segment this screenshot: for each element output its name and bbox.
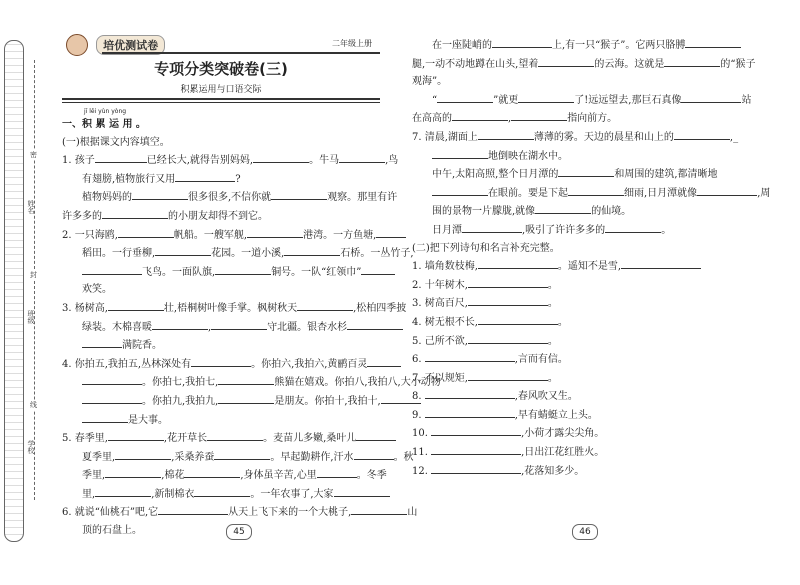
line-text: 山	[407, 507, 418, 519]
text-line	[412, 313, 758, 332]
header-bar	[62, 98, 380, 103]
fill-in-blank[interactable]	[271, 188, 327, 200]
page-header	[62, 32, 380, 106]
fill-in-blank[interactable]	[468, 332, 548, 344]
fill-in-blank[interactable]	[102, 207, 168, 219]
text-line	[412, 202, 758, 221]
fill-in-blank[interactable]	[95, 151, 147, 163]
line-text: ,早有蜻蜓立上头。	[514, 409, 598, 421]
line-text: 4. 你拍五,我拍五,丛林深处有	[62, 358, 192, 370]
line-text: 。麦苗儿多嫩,桑叶儿	[263, 433, 357, 445]
fill-in-blank[interactable]	[317, 466, 357, 478]
line-text: 。一年农事了,大家	[250, 488, 334, 500]
line-text: 细雨,日月潭就像	[624, 187, 698, 199]
fill-in-blank[interactable]	[155, 244, 211, 256]
fill-in-blank[interactable]	[431, 462, 521, 474]
text-line	[412, 240, 758, 258]
page-number-right: 46	[572, 524, 598, 540]
fill-in-blank[interactable]	[297, 299, 353, 311]
fill-in-blank[interactable]	[334, 485, 390, 497]
line-text: 8.	[412, 391, 425, 403]
binding-char-mi: 密	[30, 151, 37, 159]
line-text: 。你拍六,我拍六,黄鹂百灵	[251, 358, 368, 370]
line-text: “	[432, 94, 438, 106]
text-line	[412, 36, 758, 55]
fill-in-blank[interactable]	[468, 276, 548, 288]
text-line	[62, 429, 384, 448]
line-text: 在一座陡峭的	[432, 40, 492, 51]
text-line	[412, 128, 758, 147]
line-text: 。早起勤耕作,汗水	[270, 451, 354, 463]
line-text: 指向前方。	[567, 113, 618, 125]
fill-in-blank[interactable]	[432, 184, 488, 196]
line-text: 从天上飞下来的一个大桃子,	[228, 507, 352, 519]
text-line	[62, 226, 384, 245]
line-text: 飞鸟。一面队旗,	[142, 266, 216, 278]
fill-in-blank[interactable]	[82, 411, 128, 423]
text-line	[62, 503, 418, 522]
line-text: ,采桑养蚕	[171, 451, 215, 463]
binding-name-label: 姓名	[27, 200, 35, 214]
line-text: 。你拍九,我拍九,	[142, 395, 219, 407]
text-line	[62, 207, 384, 226]
text-line	[412, 406, 758, 425]
right-column	[412, 36, 771, 480]
line-text: 。	[547, 298, 558, 310]
text-line	[412, 73, 758, 91]
line-text: 在高高的	[412, 113, 452, 125]
text-line	[62, 522, 384, 540]
fill-in-blank[interactable]	[194, 485, 250, 497]
fill-in-blank[interactable]	[351, 503, 407, 515]
text-line	[62, 299, 407, 318]
text-line	[412, 387, 758, 406]
cut-line	[34, 60, 35, 500]
line-text: 和周围的建筑,都清晰地	[614, 169, 718, 181]
text-line	[412, 276, 758, 295]
grade-label: 二年级上册	[332, 39, 372, 48]
line-text: (二)把下列诗句和名言补充完整。	[412, 242, 560, 254]
line-text: 2. 一只海鸥,	[62, 229, 118, 241]
header-rule	[102, 52, 380, 54]
line-text: 。牛马	[309, 155, 340, 167]
text-line	[62, 318, 384, 337]
fill-in-blank[interactable]	[356, 429, 396, 441]
page-subtitle: 积累运用与口语交际	[180, 85, 262, 95]
line-text: 9.	[412, 409, 425, 421]
fill-in-blank[interactable]	[437, 91, 493, 103]
line-text: 熊猫在嬉戏。你拍八,我拍八,大小动物	[274, 377, 441, 389]
text-line	[412, 55, 758, 74]
text-line	[412, 147, 758, 166]
fill-in-blank[interactable]	[82, 336, 122, 348]
line-text: 。	[547, 335, 558, 347]
fill-in-blank[interactable]	[685, 36, 741, 48]
fill-in-blank[interactable]	[478, 313, 558, 325]
text-line	[62, 466, 387, 485]
fill-in-blank[interactable]	[211, 318, 267, 330]
fill-in-blank[interactable]	[558, 165, 614, 177]
page-title: 专项分类突破卷(三)	[154, 60, 288, 78]
line-text: 日月潭	[432, 224, 462, 236]
line-text: 稻田。一行垂柳,	[82, 248, 156, 260]
fill-in-blank[interactable]	[511, 109, 567, 121]
fill-in-blank[interactable]	[339, 151, 385, 163]
fill-in-blank[interactable]	[478, 128, 534, 140]
line-text: 上,有一只“猴子”。它两只胳膊	[552, 40, 686, 51]
text-line	[412, 109, 758, 128]
text-line	[412, 424, 758, 443]
text-line	[62, 373, 441, 392]
line-text: 7. 不以规矩,	[412, 372, 468, 384]
text-line	[412, 443, 758, 462]
line-text: 薄薄的雾。天边的晨星和山上的	[533, 131, 674, 143]
text-line	[412, 184, 771, 203]
line-text: 观海”。	[412, 76, 448, 88]
line-text: ,	[508, 113, 512, 125]
fill-in-blank[interactable]	[108, 299, 164, 311]
line-text: 季里,	[82, 470, 106, 482]
line-text: 中午,太阳高照,整个日月潭的	[432, 169, 559, 181]
binding-char-feng: 封	[30, 271, 37, 279]
text-line	[62, 392, 384, 411]
line-text: 壮,梧桐树叶像手掌。枫树秋天	[163, 302, 298, 314]
line-text: 绿装。木棉喜暖	[82, 321, 152, 333]
line-text: ,春风吹又生。	[514, 391, 578, 403]
line-text: 很多很多,不信你就	[188, 192, 272, 204]
line-text: ,周	[757, 187, 771, 199]
logo-emblem-icon	[66, 34, 88, 56]
text-line	[62, 336, 384, 355]
fill-in-blank[interactable]	[664, 55, 720, 67]
binding-char-xian: 线	[30, 401, 37, 409]
line-text: 植物妈妈的	[82, 192, 132, 204]
line-text: ,	[208, 321, 212, 333]
fill-in-blank[interactable]	[354, 448, 394, 460]
line-text: ,新制棉衣	[151, 488, 195, 500]
fill-in-blank[interactable]	[425, 406, 515, 418]
line-text: 地倒映在湖水中。	[488, 150, 568, 162]
fill-in-blank[interactable]	[681, 91, 741, 103]
text-line	[62, 281, 384, 299]
line-text: ,松柏四季披	[353, 302, 407, 314]
line-text: 11.	[412, 447, 432, 459]
line-text: ?	[235, 173, 241, 185]
text-line	[62, 355, 384, 374]
line-text: ,花开草长	[163, 433, 208, 445]
line-text: 守北疆。银杏水杉	[267, 321, 348, 333]
text-line	[62, 134, 384, 152]
line-text: ,言而有信。	[514, 354, 568, 366]
line-text: 欢笑。	[82, 284, 112, 296]
text-line	[412, 257, 758, 276]
fill-in-blank[interactable]	[361, 263, 395, 275]
fill-in-blank[interactable]	[118, 226, 174, 238]
line-text: 是大事。	[128, 414, 168, 426]
line-text: 的仙境。	[591, 206, 632, 218]
line-text: 石桥。一丛竹子,	[340, 248, 414, 260]
fill-in-blank[interactable]	[207, 429, 263, 441]
fill-in-blank[interactable]	[492, 36, 552, 48]
fill-in-blank[interactable]	[432, 147, 488, 159]
fill-in-blank[interactable]	[621, 257, 701, 269]
section-heading: 一、积 累 运 用 。	[62, 119, 146, 130]
fill-in-blank[interactable]	[431, 424, 521, 436]
fill-in-blank[interactable]	[674, 128, 730, 140]
text-line	[62, 448, 414, 467]
line-text: 10.	[412, 428, 432, 440]
line-text: 。冬季	[356, 470, 387, 482]
line-text: 是朋友。你拍十,我拍十,	[274, 395, 381, 407]
logo-text: 培优测试卷	[96, 35, 165, 55]
fill-in-blank[interactable]	[425, 387, 515, 399]
line-text: 的小朋友却得不到它。	[168, 210, 268, 222]
text-line	[62, 263, 384, 282]
line-text: 帆船。一艘军舰,	[173, 229, 248, 241]
fill-in-blank[interactable]	[605, 221, 661, 233]
line-text: 了!远远望去,那巨石真像	[574, 94, 682, 106]
line-text: 顶的石盘上。	[82, 525, 142, 537]
line-text: 7. 清晨,湖面上	[412, 131, 478, 143]
line-text: ,日出江花红胜火。	[521, 447, 605, 459]
line-text: 站	[741, 94, 752, 106]
line-text: 已经长大,就得告别妈妈,	[146, 155, 254, 167]
fill-in-blank[interactable]	[468, 294, 548, 306]
binding-strip	[4, 40, 24, 542]
text-line	[412, 350, 758, 369]
fill-in-blank[interactable]	[431, 443, 521, 455]
text-line	[62, 244, 414, 263]
text-line	[412, 332, 758, 351]
line-text: 许多多的	[62, 210, 102, 222]
line-text: 。	[661, 224, 672, 236]
fill-in-blank[interactable]	[191, 355, 251, 367]
fill-in-blank[interactable]	[535, 202, 591, 214]
line-text: 5. 春季里,	[62, 433, 108, 445]
line-text: 里,	[82, 488, 96, 500]
fill-in-blank[interactable]	[376, 226, 406, 238]
binding-class-label: 班级	[27, 310, 35, 324]
line-text: 。	[547, 372, 558, 384]
line-text: ,_	[729, 131, 739, 143]
text-line	[412, 221, 758, 240]
line-text: ,身体虽辛苦,心里	[240, 470, 317, 482]
fill-in-blank[interactable]	[95, 485, 151, 497]
fill-in-blank[interactable]	[218, 373, 274, 385]
fill-in-blank[interactable]	[214, 448, 270, 460]
fill-in-blank[interactable]	[132, 188, 188, 200]
fill-in-blank[interactable]	[462, 221, 522, 233]
fill-in-blank[interactable]	[518, 91, 574, 103]
line-text: ,棉花	[161, 470, 185, 482]
line-text: 2. 十年树木,	[412, 279, 468, 291]
line-text: 有翅膀,植物旅行又用	[82, 173, 176, 185]
line-text: 围的景物一片朦胧,就像	[432, 206, 536, 218]
line-text: 满院香。	[122, 340, 162, 352]
fill-in-blank[interactable]	[152, 318, 208, 330]
fill-in-blank[interactable]	[468, 369, 548, 381]
text-line	[412, 462, 758, 481]
line-text: 。遥知不是雪,	[557, 261, 622, 273]
fill-in-blank[interactable]	[82, 373, 142, 385]
binding-margin	[0, 0, 50, 585]
line-text: 。	[557, 316, 568, 328]
line-text: 5. 己所不欲,	[412, 335, 468, 347]
fill-in-blank[interactable]	[105, 466, 161, 478]
line-text: 1. 墙角数枝梅,	[412, 261, 478, 273]
fill-in-blank[interactable]	[215, 263, 271, 275]
line-text: 。你拍七,我拍七,	[142, 377, 219, 389]
line-text: 夏季里,	[82, 451, 116, 463]
text-line	[62, 188, 398, 207]
fill-in-blank[interactable]	[218, 392, 274, 404]
fill-in-blank[interactable]	[538, 55, 594, 67]
line-text: ,小荷才露尖尖角。	[521, 428, 605, 440]
line-text: 腿,一动不动地蹲在山头,望着	[412, 58, 539, 70]
line-text: 的“猴子	[720, 58, 756, 70]
fill-in-blank[interactable]	[568, 184, 624, 196]
line-text: 的云海。这就是	[594, 58, 665, 70]
fill-in-blank[interactable]	[367, 355, 401, 367]
line-text: 6.	[412, 354, 425, 366]
line-text: ,花落知多少。	[521, 465, 585, 477]
line-text: 1. 孩子	[62, 155, 95, 167]
fill-in-blank[interactable]	[425, 350, 515, 362]
line-text: ”就更	[493, 94, 519, 106]
line-text: ,鸟	[385, 155, 399, 167]
fill-in-blank[interactable]	[697, 184, 757, 196]
fill-in-blank[interactable]	[82, 263, 142, 275]
page-number-left: 45	[226, 524, 252, 540]
line-text: 12.	[412, 465, 432, 477]
text-line	[62, 485, 384, 504]
line-text: 3. 树高百尺,	[412, 298, 468, 310]
fill-in-blank[interactable]	[175, 170, 235, 182]
section-pinyin: jī lěi yùn yòng	[84, 108, 127, 115]
line-text: 。	[547, 279, 558, 291]
text-line	[412, 294, 758, 313]
binding-school-label: 学校	[27, 440, 35, 454]
text-line	[412, 91, 758, 110]
text-line	[412, 165, 758, 184]
fill-in-blank[interactable]	[452, 109, 508, 121]
fill-in-blank[interactable]	[247, 226, 303, 238]
text-line	[412, 369, 758, 388]
fill-in-blank[interactable]	[347, 318, 403, 330]
text-line	[62, 170, 384, 189]
line-text: 港湾。一方鱼塘,	[303, 229, 377, 241]
fill-in-blank[interactable]	[478, 257, 558, 269]
line-text: 。秋	[393, 451, 414, 463]
line-text: 铜号。一队“红领巾”	[271, 266, 362, 278]
line-text: 6. 就说“仙桃石”吧,它	[62, 507, 159, 519]
line-text: 花园。一道小溪,	[211, 248, 285, 260]
line-text: 3. 杨树高,	[62, 302, 108, 314]
fill-in-blank[interactable]	[82, 392, 142, 404]
line-text: (一)根据课文内容填空。	[62, 136, 170, 148]
fill-in-blank[interactable]	[115, 448, 171, 460]
line-text: ,吸引了许许多多的	[522, 224, 606, 236]
text-line	[62, 411, 384, 430]
text-line	[62, 151, 399, 170]
line-text: 在眼前。要是下起	[488, 187, 568, 199]
fill-in-blank[interactable]	[108, 429, 164, 441]
fill-in-blank[interactable]	[158, 503, 228, 515]
fill-in-blank[interactable]	[284, 244, 340, 256]
fill-in-blank[interactable]	[184, 466, 240, 478]
fill-in-blank[interactable]	[253, 151, 309, 163]
line-text: 观察。那里有许	[327, 192, 398, 204]
line-text: 4. 树无根不长,	[412, 316, 478, 328]
